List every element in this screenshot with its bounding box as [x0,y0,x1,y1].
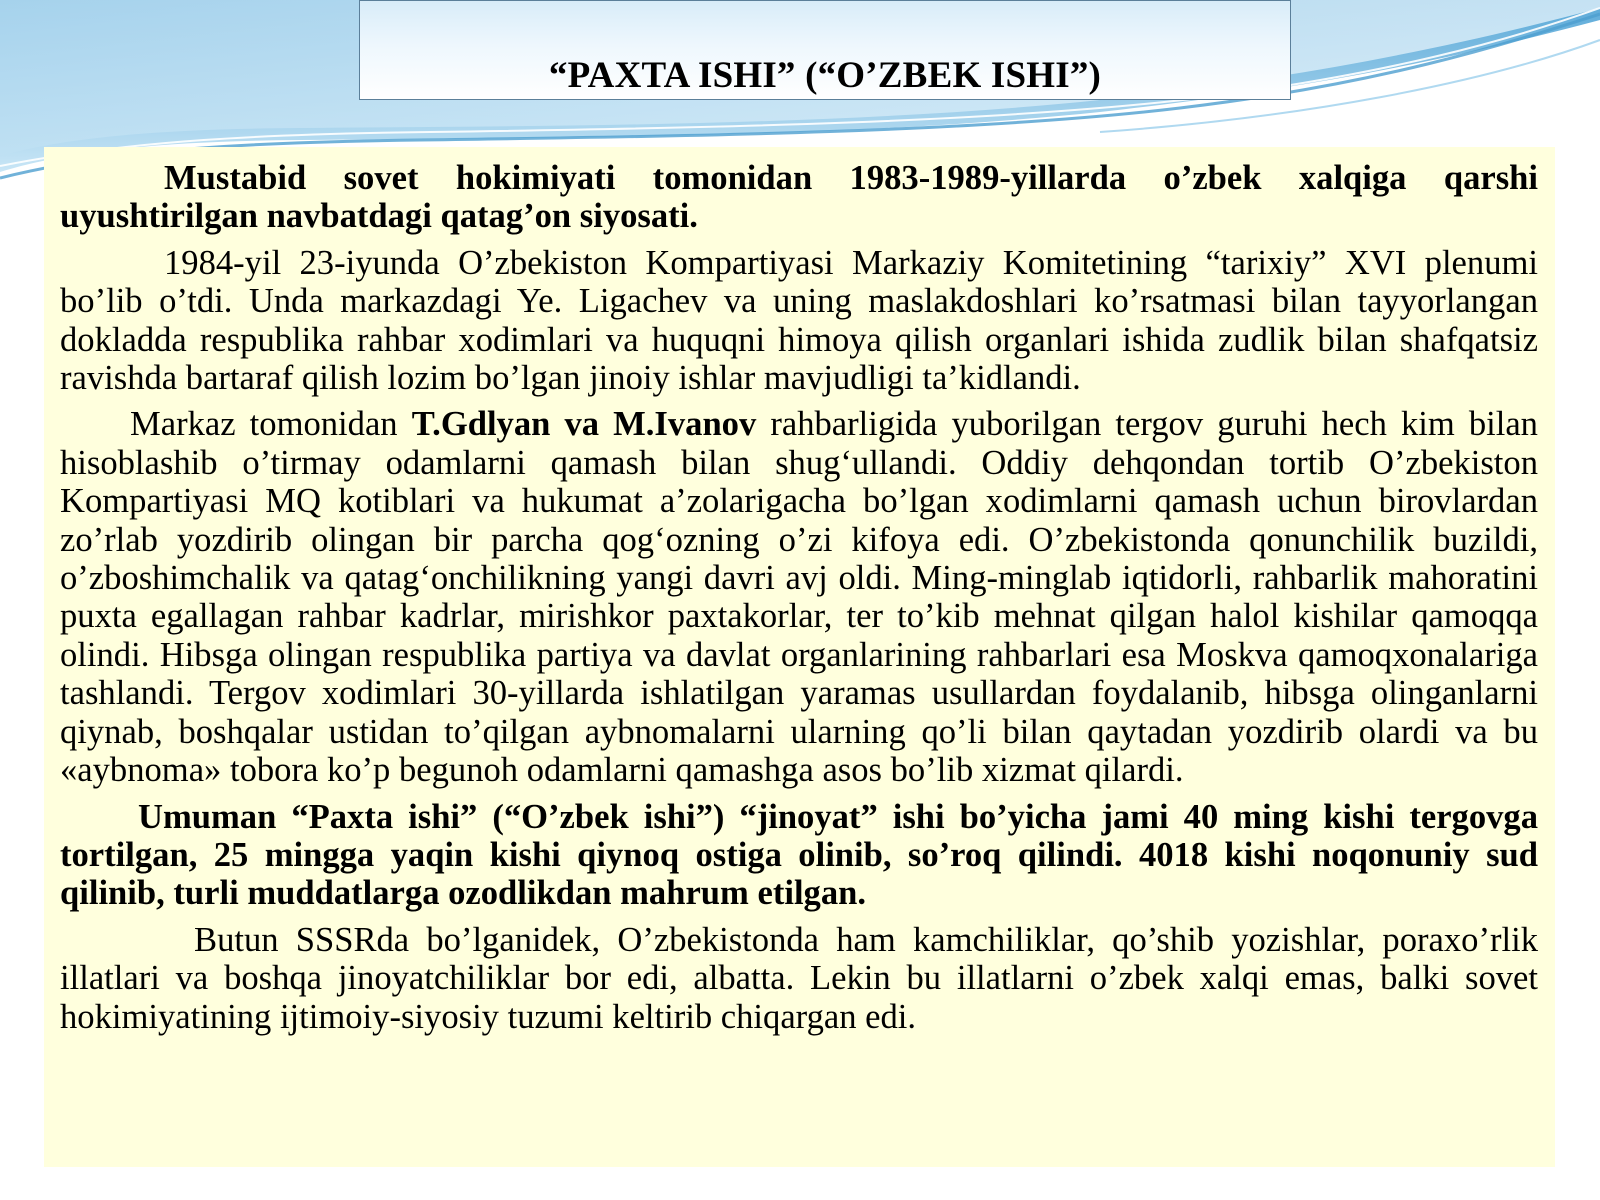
paragraph-investigation-body: rahbarligida yuborilgan tergov guruhi hech kim bilan hisoblashib o’tirmay odamlarni qamash bilan shug‘ullandi. Oddiy dehqondan tortib O’zbekiston Kompartiyasi MQ kotiblari va hukumat a’zolarigacha bo’lgan xodimlarni qamash uchun birovlardan zo’rlab yozdirib olingan bir parcha qog‘ozning o’zi kifoya edi. O’zbekistonda qonunchilik buzildi, o’zboshimchalik va qatag‘onchilikning yangi davri avj oldi. Ming-minglab iqtidorli, rahbarlik mahoratini puxta egallagan rahbar kadrlar, mirishkor paxtakorlar, ter to’kib mehnat qilgan halol kishilar qamoqqa olindi. Hibsga olingan respublika partiya va davlat organlarining rahbarlari esa Moskva qamoqxonalariga tashlandi. Tergov xodimlari 30-yillarda ishlatilgan yaramas usullardan foydalanib, hibsga olinganlarni qiynab, boshqalar ustidan to’qilgan aybnomalarni ularning qo’li bilan qaytadan yozdirib olardi va bu «aybnoma» tobora ko’p begunoh odamlarni qamashga asos bo’lib xizmat qilardi. [60,405,1538,790]
content-panel [44,147,1555,1167]
investigators-names: T.Gdlyan va M.Ivanov [411,405,757,444]
paragraph-investigation [60,405,1538,789]
paragraph-definition: Mustabid sovet hokimiyati tomonidan 1983-1989-yillarda o’zbek xalqiga qarshi uyushtirilgan navbatdagi qatag’on siyosati. [60,159,1538,236]
paragraph-conclusion: Butun SSSRda bo’lganidek, O’zbekistonda ham kamchiliklar, qo’shib yozishlar, poraxo’rlik illatlari va boshqa jinoyatchiliklar bor edi, albatta. Lekin bu illatlarni o’zbek xalqi emas, balki sovet hokimiyatining ijtimoiy-siyosiy tuzumi keltirib chiqargan edi. [60,920,1538,1036]
paragraph-statistics: Umuman “Paxta ishi” (“O’zbek ishi”) “jinoyat” ishi bo’yicha jami 40 ming kishi tergovga tortilgan, 25 mingga yaqin kishi qiynoq ostiga olinib, so’roq qilindi. 4018 kishi noqonuniy sud qilinib, turli muddatlarga ozodlikdan mahrum etilgan. [60,797,1538,913]
slide-title: “PAXTA ISHI” (“O’ZBEK ISHI”) [548,55,1102,96]
paragraph-investigation-intro: Markaz tomonidan [130,405,412,444]
title-box [359,0,1291,100]
paragraph-plenum: 1984-yil 23-iyunda O’zbekiston Kompartiyasi Markaziy Komitetining “tarixiy” XVI plenumi bo’lib o’tdi. Unda markazdagi Ye. Ligachev va uning maslakdoshlari ko’rsatmasi bilan tayyorlangan dokladda respublika rahbar xodimlari va huquqni himoya qilish organlari ishida zudlik bilan shafqatsiz ravishda bartaraf qilish lozim bo’lgan jinoiy ishlar mavjudligi ta’kidlandi. [60,243,1538,398]
